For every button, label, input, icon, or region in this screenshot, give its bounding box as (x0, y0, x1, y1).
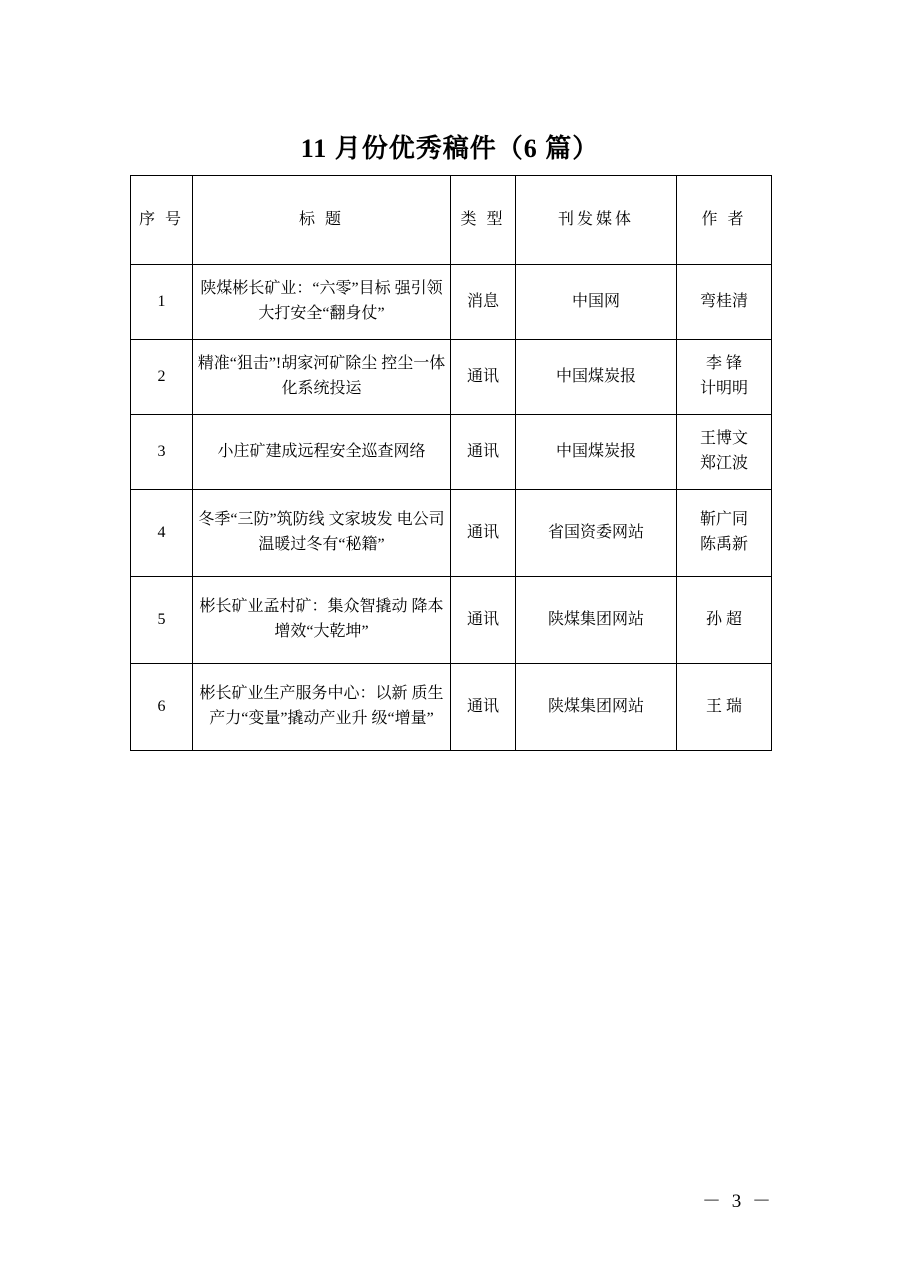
cell-title-line: 陕煤彬长矿业：“六零”目标 (200, 280, 391, 298)
excellent-articles-table-container (130, 175, 771, 751)
cell-seq: 4 (131, 490, 193, 577)
cell-author-line: 王博文 (699, 430, 748, 448)
cell-type: 消息 (451, 265, 516, 340)
cell-type: 通讯 (451, 577, 516, 664)
cell-title (193, 490, 451, 577)
cell-author-line: 计明明 (699, 380, 748, 397)
cell-author-line: 王 瑞 (705, 697, 742, 715)
excellent-articles-table (130, 175, 772, 751)
cell-type: 通讯 (451, 490, 516, 577)
table-row (131, 664, 772, 751)
cell-author (677, 577, 772, 664)
table-body (131, 265, 772, 751)
cell-media: 中国煤炭报 (516, 415, 677, 490)
cell-title-line: 控尘一体化系统投运 (281, 355, 446, 397)
cell-title-line: 降本增效“大乾坤” (274, 598, 444, 640)
cell-type: 通讯 (451, 340, 516, 415)
cell-title-line: 小庄矿建成远程安全巡查网络 (217, 442, 426, 460)
cell-author (677, 265, 772, 340)
cell-title-line: 冬季“三防”筑防线 文家坡发 (198, 511, 393, 529)
cell-media: 中国网 (516, 265, 677, 340)
table-row (131, 577, 772, 664)
cell-type: 通讯 (451, 664, 516, 751)
cell-title (193, 664, 451, 751)
cell-seq: 6 (131, 664, 193, 751)
cell-author-line: 弯桂清 (699, 292, 748, 310)
cell-author (677, 340, 772, 415)
cell-title-line: 彬长矿业生产服务中心：以新 (199, 685, 408, 703)
cell-author-line: 靳广同 (699, 511, 748, 529)
cell-title-line: 质生产力“变量”撬动产业升 (209, 685, 444, 727)
cell-author-line: 李 锋 (705, 355, 742, 373)
table-header-row (131, 176, 772, 265)
cell-author (677, 664, 772, 751)
table-row (131, 340, 772, 415)
table-header (131, 176, 772, 265)
cell-seq: 3 (131, 415, 193, 490)
cell-title-line: 电公司温暖过冬有“秘籍” (258, 511, 445, 553)
column-header-title: 标 题 (193, 176, 451, 265)
page-title: 11 月份优秀稿件（6 篇） (300, 134, 600, 163)
column-header-author: 作 者 (677, 176, 772, 265)
cell-author-line: 陈禹新 (699, 536, 748, 553)
cell-title (193, 577, 451, 664)
cell-title (193, 415, 451, 490)
cell-title-line: 精准“狙击”!胡家河矿除尘 (197, 355, 378, 373)
page-number: － 3 － (701, 1191, 774, 1212)
cell-author-line: 孙 超 (705, 610, 742, 628)
cell-type: 通讯 (451, 415, 516, 490)
cell-media: 陕煤集团网站 (516, 577, 677, 664)
cell-title (193, 265, 451, 340)
cell-author (677, 415, 772, 490)
cell-media: 省国资委网站 (516, 490, 677, 577)
cell-author (677, 490, 772, 577)
column-header-seq: 序 号 (131, 176, 193, 265)
cell-seq: 5 (131, 577, 193, 664)
column-header-type: 类 型 (451, 176, 516, 265)
cell-seq: 2 (131, 340, 193, 415)
cell-title-line: 级“增量” (371, 710, 434, 727)
table-row (131, 490, 772, 577)
cell-title (193, 340, 451, 415)
cell-seq: 1 (131, 265, 193, 340)
table-row (131, 265, 772, 340)
column-header-media: 刊发媒体 (516, 176, 677, 265)
cell-title-line: 强引领 大打安全“翻身仗” (258, 280, 443, 322)
cell-title-line: 彬长矿业孟村矿：集众智撬动 (199, 598, 408, 616)
cell-media: 陕煤集团网站 (516, 664, 677, 751)
table-row (131, 415, 772, 490)
cell-author-line: 郑江波 (699, 455, 748, 472)
cell-media: 中国煤炭报 (516, 340, 677, 415)
